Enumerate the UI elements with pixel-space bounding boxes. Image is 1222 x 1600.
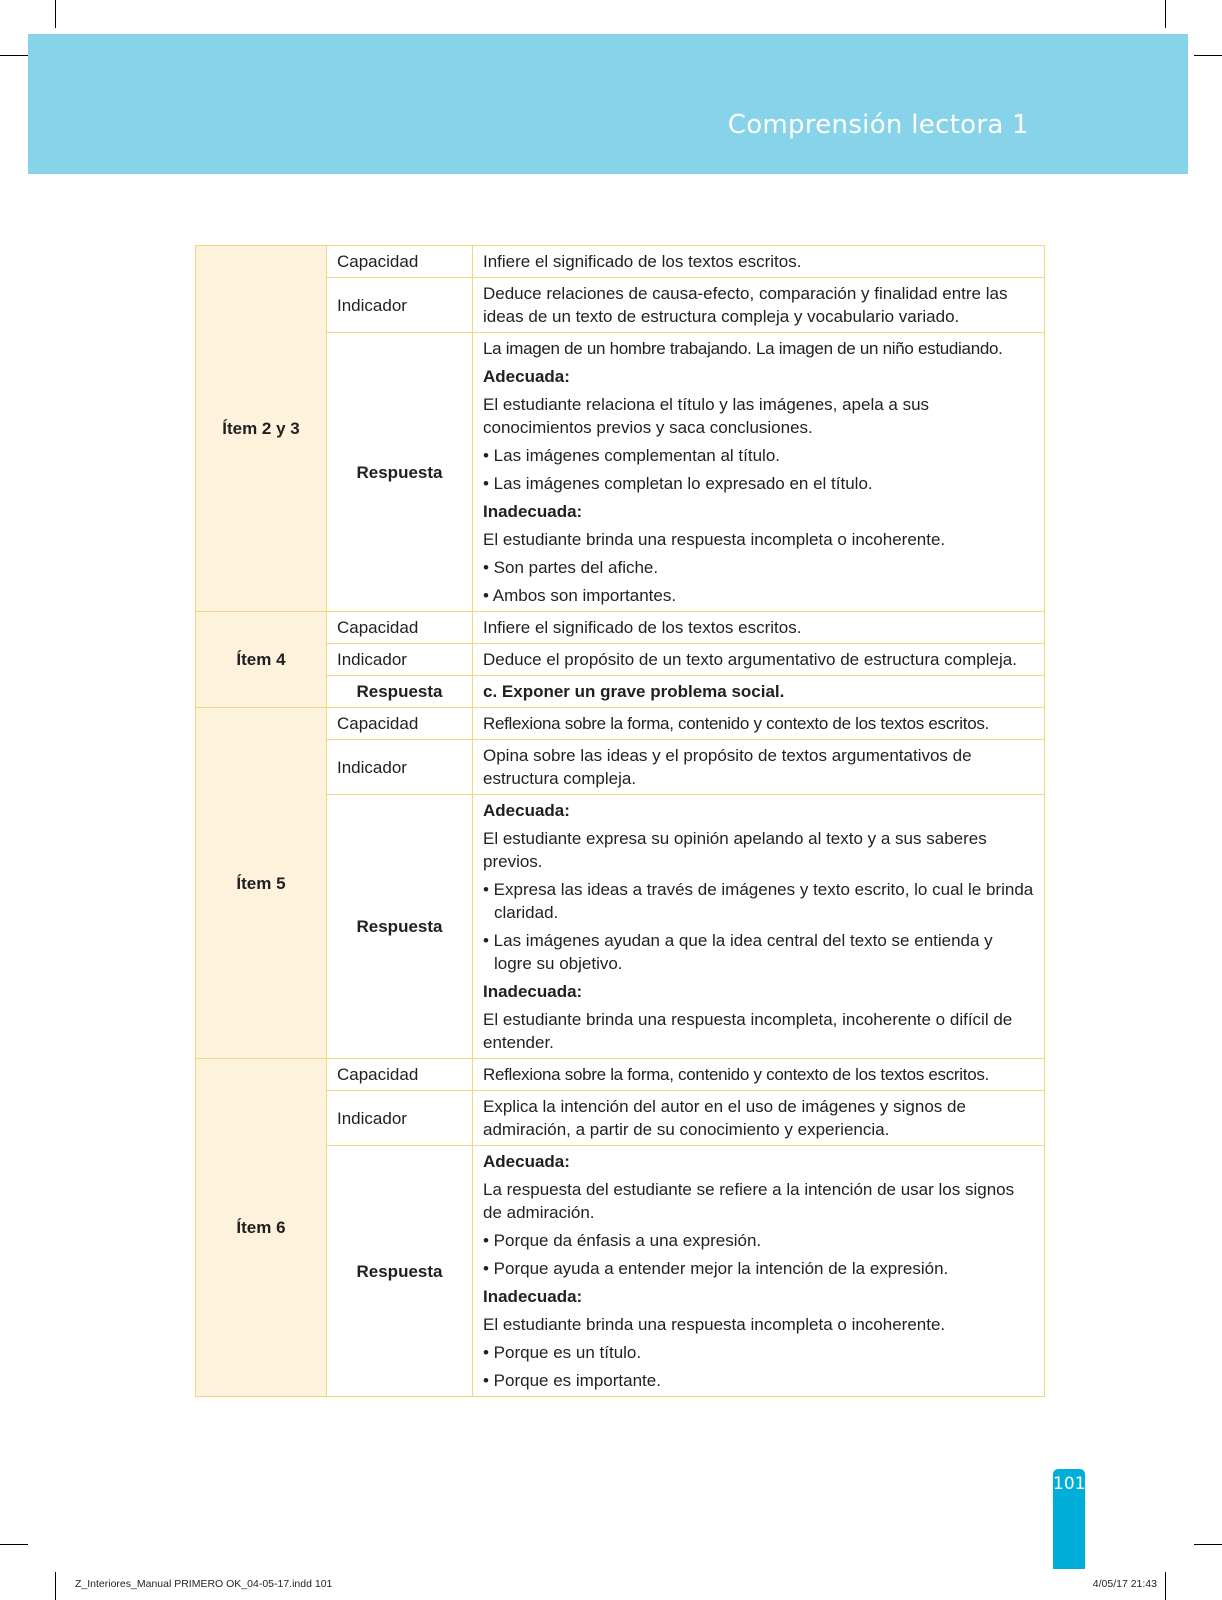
table-row bbox=[196, 246, 1045, 278]
adecuada-text: El estudiante expresa su opinión apelando al texto y a sus saberes previos. bbox=[483, 829, 987, 871]
adecuada-bullet: • Porque ayuda a entender mejor la intención de la expresión. bbox=[483, 1259, 949, 1278]
indicador-text: Opina sobre las ideas y el propósito de textos argumentativos de estructura compleja. bbox=[473, 740, 1045, 795]
inadecuada-bullet: • Porque es un título. bbox=[483, 1343, 642, 1362]
footer-file-info: Z_Interiores_Manual PRIMERO OK_04-05-17.indd 101 bbox=[75, 1578, 333, 1590]
capacidad-label: Capacidad bbox=[327, 1059, 473, 1091]
page-number: 101 bbox=[1053, 1474, 1086, 1494]
crop-mark bbox=[1194, 55, 1222, 56]
adecuada-label: Adecuada: bbox=[483, 801, 570, 820]
capacidad-label: Capacidad bbox=[327, 708, 473, 740]
item-label: Ítem 4 bbox=[196, 612, 327, 708]
inadecuada-bullet: • Ambos son importantes. bbox=[483, 586, 677, 605]
adecuada-bullet: • Las imágenes ayudan a que la idea central del texto se entienda y logre su objetivo. bbox=[483, 931, 993, 973]
respuesta-label: Respuesta bbox=[327, 333, 473, 612]
respuesta-answer: c. Exponer un grave problema social. bbox=[473, 676, 1045, 708]
capacidad-label: Capacidad bbox=[327, 246, 473, 278]
indicador-label: Indicador bbox=[327, 278, 473, 333]
table-row bbox=[196, 708, 1045, 740]
respuesta-intro: La imagen de un hombre trabajando. La imagen de un niño estudiando. bbox=[483, 339, 1003, 358]
table-row bbox=[196, 612, 1045, 644]
adecuada-label: Adecuada: bbox=[483, 1152, 570, 1171]
adecuada-text: El estudiante relaciona el título y las imágenes, apela a sus conocimientos previos y saca conclusiones. bbox=[483, 395, 930, 437]
inadecuada-label: Inadecuada: bbox=[483, 1287, 583, 1306]
crop-mark bbox=[1165, 1572, 1166, 1600]
crop-mark bbox=[55, 0, 56, 28]
item-label: Ítem 6 bbox=[196, 1059, 327, 1397]
crop-mark bbox=[1165, 0, 1166, 28]
inadecuada-text: El estudiante brinda una respuesta incompleta o incoherente. bbox=[483, 530, 946, 549]
indicador-label: Indicador bbox=[327, 1091, 473, 1146]
capacidad-text: Infiere el significado de los textos escritos. bbox=[473, 612, 1045, 644]
respuesta-label: Respuesta bbox=[327, 1146, 473, 1397]
respuesta-label: Respuesta bbox=[327, 676, 473, 708]
capacidad-text: Reflexiona sobre la forma, contenido y contexto de los textos escritos. bbox=[473, 1059, 1045, 1091]
capacidad-text: Reflexiona sobre la forma, contenido y contexto de los textos escritos. bbox=[473, 708, 1045, 740]
inadecuada-text: El estudiante brinda una respuesta incompleta o incoherente. bbox=[483, 1315, 946, 1334]
assessment-table bbox=[195, 245, 1045, 1397]
footer-timestamp: 4/05/17 21:43 bbox=[1092, 1578, 1157, 1590]
inadecuada-label: Inadecuada: bbox=[483, 982, 583, 1001]
indicador-label: Indicador bbox=[327, 644, 473, 676]
inadecuada-label: Inadecuada: bbox=[483, 502, 583, 521]
indicador-text: Explica la intención del autor en el uso de imágenes y signos de admiración, a partir de su conocimiento y experiencia. bbox=[473, 1091, 1045, 1146]
indicador-text: Deduce relaciones de causa-efecto, comparación y finalidad entre las ideas de un texto de estructura compleja y vocabulario variado. bbox=[473, 278, 1045, 333]
adecuada-label: Adecuada: bbox=[483, 367, 570, 386]
respuesta-content bbox=[473, 795, 1045, 1059]
header-band bbox=[28, 34, 1188, 174]
respuesta-label: Respuesta bbox=[327, 795, 473, 1059]
inadecuada-bullet: • Son partes del afiche. bbox=[483, 558, 659, 577]
respuesta-content bbox=[473, 333, 1045, 612]
crop-mark bbox=[0, 1544, 28, 1545]
adecuada-bullet: • Las imágenes completan lo expresado en el título. bbox=[483, 474, 873, 493]
crop-mark bbox=[0, 55, 28, 56]
inadecuada-text: El estudiante brinda una respuesta incompleta, incoherente o difícil de entender. bbox=[483, 1010, 1013, 1052]
crop-mark bbox=[55, 1572, 56, 1600]
indicador-label: Indicador bbox=[327, 740, 473, 795]
adecuada-text: La respuesta del estudiante se refiere a la intención de usar los signos de admiración. bbox=[483, 1180, 1015, 1222]
table-row bbox=[196, 1059, 1045, 1091]
adecuada-bullet: • Expresa las ideas a través de imágenes y texto escrito, lo cual le brinda claridad. bbox=[483, 880, 1034, 922]
crop-mark bbox=[1194, 1544, 1222, 1545]
respuesta-content bbox=[473, 1146, 1045, 1397]
adecuada-bullet: • Las imágenes complementan al título. bbox=[483, 446, 781, 465]
indicador-text: Deduce el propósito de un texto argumentativo de estructura compleja. bbox=[473, 644, 1045, 676]
page-title: Comprensión lectora 1 bbox=[727, 110, 1029, 140]
capacidad-text: Infiere el significado de los textos escritos. bbox=[473, 246, 1045, 278]
item-label: Ítem 5 bbox=[196, 708, 327, 1059]
inadecuada-bullet: • Porque es importante. bbox=[483, 1371, 661, 1390]
item-label: Ítem 2 y 3 bbox=[196, 246, 327, 612]
adecuada-bullet: • Porque da énfasis a una expresión. bbox=[483, 1231, 762, 1250]
capacidad-label: Capacidad bbox=[327, 612, 473, 644]
